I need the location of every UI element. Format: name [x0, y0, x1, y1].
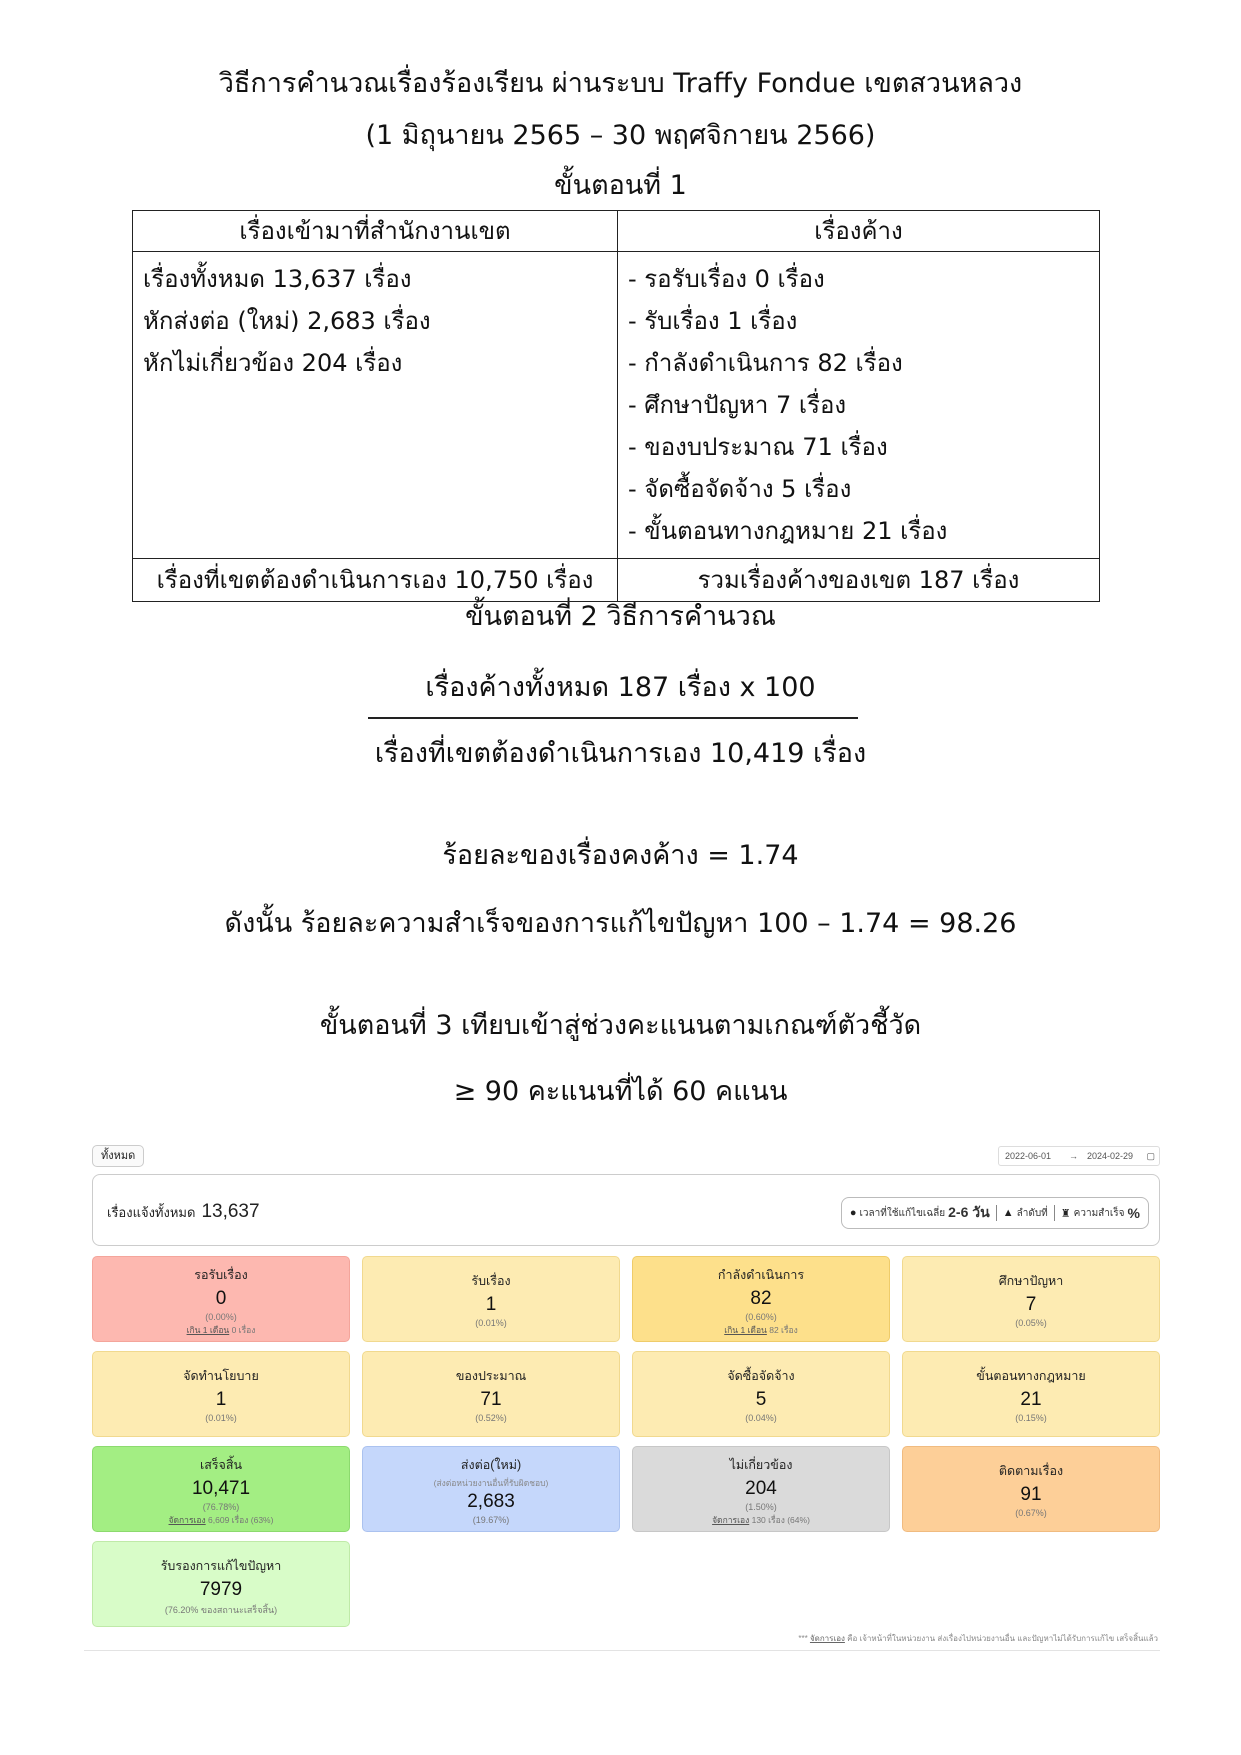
date-separator: →: [1069, 1151, 1078, 1161]
card-sub-text: 6,609 เรื่อง (63%): [205, 1515, 274, 1525]
card-percent: (1.50%): [745, 1502, 777, 1512]
status-card-in-progress[interactable]: [632, 1256, 890, 1342]
avg-time-value: 2-6 วัน: [948, 1204, 990, 1220]
step3-heading: ขั้นตอนที่ 3 เทียบเข้าสู่ช่วงคะแนนตามเกณฑ์ตัวชี้วัด: [319, 1010, 922, 1041]
card-value: 1: [215, 1389, 227, 1410]
card-percent: (76.78%): [202, 1502, 240, 1512]
card-title: รับเรื่อง: [471, 1274, 511, 1288]
footnote: [798, 1632, 1158, 1645]
status-card-studying[interactable]: [902, 1256, 1160, 1342]
card-value: 0: [215, 1288, 227, 1309]
calendar-icon: ▢: [1146, 1151, 1155, 1161]
card-percent: (0.00%): [205, 1312, 237, 1322]
card-sub: [93, 1323, 349, 1337]
self-handled-total: เรื่องที่เขตต้องดำเนินการเอง 10,750 เรื่อง: [133, 559, 618, 602]
card-value: 21: [1020, 1389, 1042, 1410]
card-sub-text: 82 เรื่อง: [766, 1325, 798, 1335]
pending-total: รวมเรื่องค้างของเขต 187 เรื่อง: [618, 559, 1100, 602]
card-value: 7: [1025, 1294, 1037, 1315]
col-header-right: เรื่องค้าง: [618, 211, 1100, 252]
step2-heading: ขั้นตอนที่ 2 วิธีการคำนวณ: [465, 601, 776, 632]
status-card-follow-up[interactable]: [902, 1446, 1160, 1532]
pending-line: - กำลังดำเนินการ 82 เรื่อง: [628, 349, 903, 377]
pending-line: - รอรับเรื่อง 0 เรื่อง: [628, 265, 825, 293]
status-card-resolution-certified[interactable]: [92, 1541, 350, 1627]
card-sub-link[interactable]: เกิน 1 เดือน: [186, 1325, 230, 1335]
card-percent: (0.01%): [205, 1413, 237, 1423]
card-title: ไม่เกี่ยวข้อง: [729, 1458, 793, 1472]
person-icon: ●: [849, 1207, 857, 1219]
rank-icon: ▲: [1002, 1207, 1014, 1219]
dashboard-screenshot: [84, 1140, 1160, 1655]
card-value: 2,683: [467, 1491, 515, 1512]
pending-line: - จัดซื้อจัดจ้าง 5 เรื่อง: [628, 475, 852, 503]
avg-time-label: เวลาที่ใช้แก้ไขเฉลี่ย: [859, 1207, 946, 1219]
card-value: 10,471: [191, 1478, 251, 1499]
total-reports: [107, 1201, 260, 1223]
score-result: ≥ 90 คะแนนที่ได้ 60 คแนน: [453, 1076, 788, 1107]
success-label: ความสำเร็จ: [1073, 1207, 1125, 1219]
card-sub: [93, 1513, 349, 1527]
status-card-waiting[interactable]: [92, 1256, 350, 1342]
card-sub: [633, 1323, 889, 1337]
card-percent: (0.67%): [1015, 1508, 1047, 1518]
card-title: ติดตามเรื่อง: [998, 1464, 1064, 1478]
step1-heading: ขั้นตอนที่ 1: [554, 170, 687, 201]
col-header-left: เรื่องเข้ามาที่สำนักงานเขต: [133, 211, 618, 252]
pending-line: - ของบประมาณ 71 เรื่อง: [628, 433, 888, 461]
card-percent: (0.15%): [1015, 1413, 1047, 1423]
backlog-percent: ร้อยละของเรื่องคงค้าง = 1.74: [442, 840, 799, 871]
card-value: 5: [755, 1389, 767, 1410]
footnote-text: คือ เจ้าหน้าที่ในหน่วยงาน ส่งเรื่องไปหน่วยงานอื่น และปัญหาไม่ได้รับการแก้ไข เสร็จสิ้นแล้ว: [844, 1634, 1158, 1643]
step1-table: [132, 210, 1100, 602]
card-sub-text: 0 เรื่อง: [229, 1325, 256, 1335]
pending-line: - ขั้นตอนทางกฎหมาย 21 เรื่อง: [628, 517, 948, 545]
incoming-cell: [133, 252, 618, 559]
card-title: ส่งต่อ(ใหม่): [460, 1458, 522, 1472]
card-value: 7979: [199, 1579, 243, 1600]
card-value: 71: [480, 1389, 502, 1410]
card-title: ของประมาณ: [455, 1369, 527, 1383]
card-percent: (0.60%): [745, 1312, 777, 1322]
card-title: ศึกษาปัญหา: [998, 1274, 1064, 1288]
card-percent: (19.67%): [472, 1515, 510, 1525]
total-label: เรื่องแจ้งทั้งหมด: [107, 1205, 196, 1220]
status-card-received[interactable]: [362, 1256, 620, 1342]
pending-line: - ศึกษาปัญหา 7 เรื่อง: [628, 391, 847, 419]
pending-cell: [618, 252, 1100, 559]
card-value: 82: [750, 1288, 772, 1309]
date-from: 2022-06-01: [1005, 1151, 1052, 1161]
card-percent: (76.20% ของสถานะเสร็จสิ้น): [164, 1605, 278, 1615]
footnote-link[interactable]: จัดการเอง: [809, 1634, 845, 1643]
incoming-line: หักไม่เกี่ยวข้อง 204 เรื่อง: [143, 349, 403, 377]
card-note: (ส่งต่อหน่วยงานอื่นที่รับผิดชอบ): [433, 1478, 549, 1488]
card-sub: [633, 1513, 889, 1527]
incoming-line: หักส่งต่อ (ใหม่) 2,683 เรื่อง: [143, 307, 431, 335]
card-value: 91: [1020, 1484, 1042, 1505]
fraction-bar: [368, 717, 858, 719]
rank-label: ลำดับที่: [1016, 1207, 1048, 1219]
status-card-policy[interactable]: [92, 1351, 350, 1437]
card-percent: (0.04%): [745, 1413, 777, 1423]
date-range-picker[interactable]: [998, 1146, 1160, 1166]
card-title: จัดซื้อจัดจ้าง: [727, 1369, 795, 1383]
divider: [996, 1205, 997, 1221]
card-value: 204: [745, 1478, 777, 1499]
card-title: จัดทำนโยบาย: [183, 1369, 259, 1383]
status-card-forwarded[interactable]: [362, 1446, 620, 1532]
formula-numerator: เรื่องค้างทั้งหมด 187 เรื่อง x 100: [425, 672, 816, 703]
status-card-budget[interactable]: [362, 1351, 620, 1437]
card-title: กำลังดำเนินการ: [717, 1268, 805, 1282]
status-card-legal[interactable]: [902, 1351, 1160, 1437]
all-filter-button[interactable]: ทั้งหมด: [92, 1145, 144, 1167]
status-card-procurement[interactable]: [632, 1351, 890, 1437]
summary-bar: [92, 1174, 1160, 1246]
success-value: %: [1127, 1205, 1140, 1221]
card-percent: (0.52%): [475, 1413, 507, 1423]
pending-line: - รับเรื่อง 1 เรื่อง: [628, 307, 798, 335]
document-title: วิธีการคำนวณเรื่องร้องเรียน ผ่านระบบ Traffy Fondue เขตสวนหลวง: [218, 68, 1023, 99]
status-card-completed[interactable]: [92, 1446, 350, 1532]
incoming-line: เรื่องทั้งหมด 13,637 เรื่อง: [143, 265, 412, 293]
card-title: รับรองการแก้ไขปัญหา: [160, 1559, 282, 1573]
card-title: เสร็จสิ้น: [199, 1458, 243, 1472]
status-card-irrelevant[interactable]: [632, 1446, 890, 1532]
footnote-prefix: ***: [798, 1634, 810, 1643]
divider: [1054, 1205, 1055, 1221]
divider: [84, 1650, 1160, 1651]
card-sub-link[interactable]: เกิน 1 เดือน: [724, 1325, 767, 1335]
formula-denominator: เรื่องที่เขตต้องดำเนินการเอง 10,419 เรื่อง: [374, 738, 867, 769]
card-sub-link[interactable]: จัดการเอง: [168, 1515, 206, 1525]
card-value: 1: [485, 1294, 497, 1315]
trophy-icon: ♜: [1060, 1207, 1071, 1220]
card-percent: (0.05%): [1015, 1318, 1047, 1328]
date-to: 2024-02-29: [1087, 1151, 1134, 1161]
metrics-box: [841, 1197, 1149, 1229]
success-percent: ดังนั้น ร้อยละความสำเร็จของการแก้ไขปัญหา 100 – 1.74 = 98.26: [224, 908, 1017, 939]
card-title: ขั้นตอนทางกฎหมาย: [976, 1369, 1086, 1383]
card-sub-link[interactable]: จัดการเอง: [712, 1515, 750, 1525]
card-percent: (0.01%): [475, 1318, 507, 1328]
document-period: (1 มิถุนายน 2565 – 30 พฤศจิกายน 2566): [365, 120, 876, 151]
total-value: 13,637: [201, 1201, 260, 1222]
card-title: รอรับเรื่อง: [194, 1268, 248, 1282]
card-sub-text: 130 เรื่อง (64%): [749, 1515, 810, 1525]
